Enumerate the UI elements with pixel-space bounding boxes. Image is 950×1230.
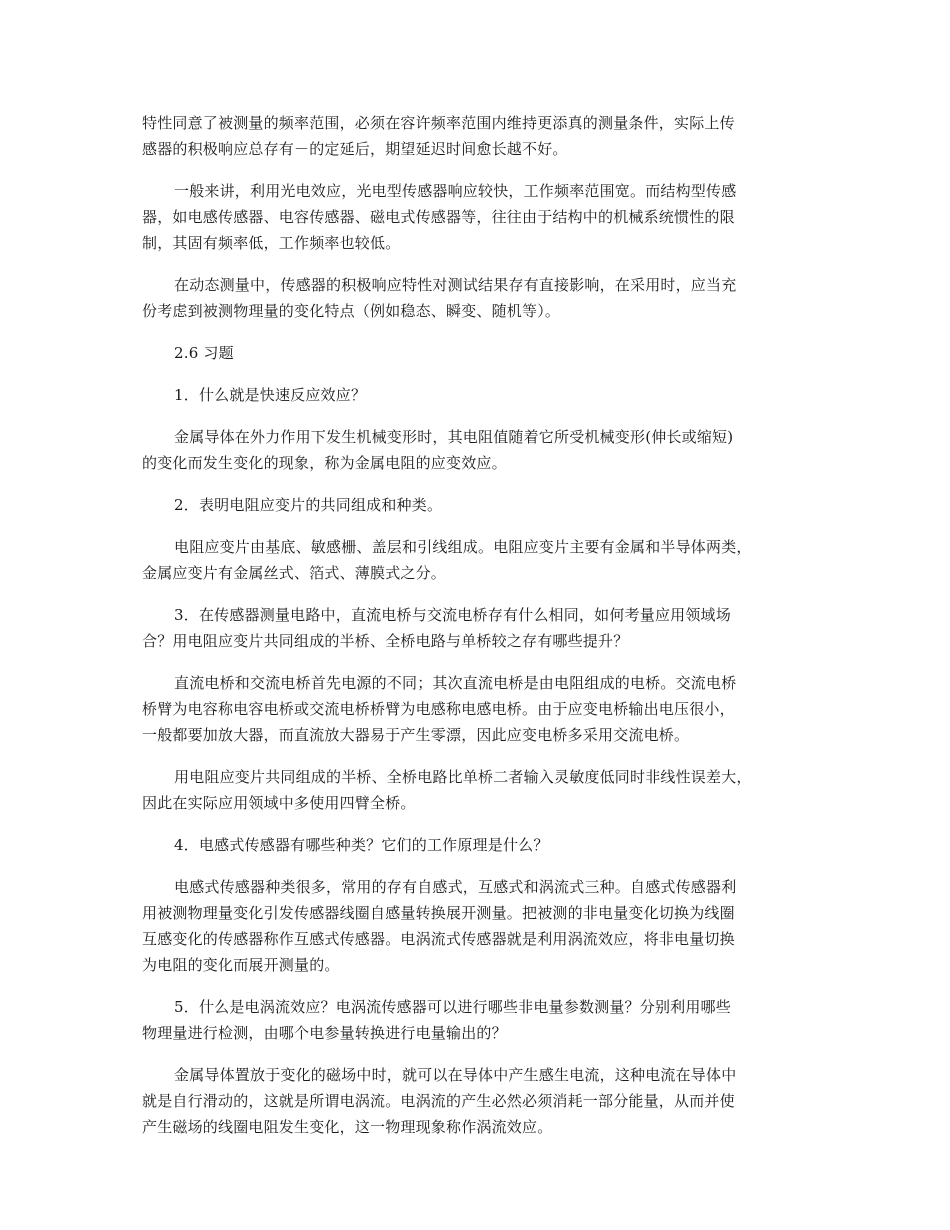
- text-line: 互感变化的传感器称作互感式传感器。电涡流式传感器就是利用涡流效应，将非电量切换: [142, 930, 735, 948]
- text-line: 制，其固有频率低，工作频率也较低。: [142, 234, 401, 252]
- text-line: 3．在传感器测量电路中，直流电桥与交流电桥存有什么相同，如何考量应用领域场: [174, 606, 731, 624]
- text-line: 特性同意了被测量的频率范围，必须在容许频率范围内维持更添真的测量条件，实际上传: [142, 114, 735, 132]
- text-line: 器，如电感传感器、电容传感器、磁电式传感器等，往往由于结构中的机械系统惯性的限: [142, 208, 735, 226]
- paragraph: [142, 492, 810, 518]
- text-line: 2.6 习题: [174, 344, 234, 362]
- paragraph: [142, 602, 810, 654]
- text-line: 为电阻的变化而展开测量的。: [142, 956, 340, 974]
- paragraph: [142, 994, 810, 1046]
- text-line: 2．表明电阻应变片的共同组成和种类。: [174, 496, 443, 514]
- paragraph: [142, 832, 810, 858]
- text-line: 在动态测量中，传感器的积极响应特性对测试结果存有直接影响，在采用时，应当充: [174, 276, 737, 294]
- paragraph: [142, 1062, 810, 1140]
- text-line: 桥臂为电容称电容电桥或交流电桥桥臂为电感称电感电桥。由于应变电桥输出电压很小，: [142, 700, 735, 718]
- text-line: 直流电桥和交流电桥首先电源的不同；其次直流电桥是由电阻组成的电桥。交流电桥: [174, 674, 737, 692]
- paragraph: [142, 382, 810, 408]
- text-line: 物理量进行检测，由哪个电参量转换进行电量输出的？: [142, 1024, 507, 1042]
- text-line: 就是自行滑动的，这就是所谓电涡流。电涡流的产生必然必须消耗一部分能量，从而并使: [142, 1092, 735, 1110]
- text-line: 电感式传感器种类很多，常用的存有自感式，互感式和涡流式三种。自感式传感器利: [174, 878, 737, 896]
- paragraph: [142, 178, 810, 256]
- paragraph: [142, 874, 810, 978]
- text-line: 用电阻应变片共同组成的半桥、全桥电路比单桥二者输入灵敏度低同时非线性误差大，: [174, 768, 752, 786]
- paragraph: [142, 534, 810, 586]
- text-line: 金属导体在外力作用下发生机械变形时，其电阻值随着它所受机械变形(伸长或缩短): [174, 428, 734, 446]
- text-line: 5．什么是电涡流效应？电涡流传感器可以进行哪些非电量参数测量？分别利用哪些: [174, 998, 731, 1016]
- paragraph: [142, 670, 810, 748]
- text-line: 感器的积极响应总存有－的定延后，期望延迟时间愈长越不好。: [142, 140, 568, 158]
- text-line: 合？用电阻应变片共同组成的半桥、全桥电路与单桥较之存有哪些提升？: [142, 632, 629, 650]
- paragraph: [142, 764, 810, 816]
- paragraph: [142, 340, 810, 366]
- paragraph: [142, 110, 810, 162]
- text-line: 1．什么就是快速反应效应？: [174, 386, 367, 404]
- text-line: 电阻应变片由基底、敏感栅、盖层和引线组成。电阻应变片主要有金属和半导体两类，: [174, 538, 752, 556]
- paragraph: [142, 272, 810, 324]
- text-line: 用被测物理量变化引发传感器线圈自感量转换展开测量。把被测的非电量变化切换为线圈: [142, 904, 735, 922]
- text-line: 金属应变片有金属丝式、箔式、薄膜式之分。: [142, 564, 447, 582]
- text-line: 的变化而发生变化的现象，称为金属电阻的应变效应。: [142, 454, 507, 472]
- document-page: [142, 110, 810, 1156]
- text-line: 金属导体置放于变化的磁场中时，就可以在导体中产生感生电流，这种电流在导体中: [174, 1066, 737, 1084]
- text-line: 产生磁场的线圈电阻发生变化，这一物理现象称作涡流效应。: [142, 1118, 553, 1136]
- text-line: 一般来讲，利用光电效应，光电型传感器响应较快，工作频率范围宽。而结构型传感: [174, 182, 737, 200]
- text-line: 一般都要加放大器，而直流放大器易于产生零漂，因此应变电桥多采用交流电桥。: [142, 726, 690, 744]
- text-line: 因此在实际应用领域中多使用四臂全桥。: [142, 794, 416, 812]
- text-line: 份考虑到被测物理量的变化特点（例如稳态、瞬变、随机等）。: [142, 302, 561, 320]
- paragraph: [142, 424, 810, 476]
- text-line: 4．电感式传感器有哪些种类？它们的工作原理是什么？: [174, 836, 549, 854]
